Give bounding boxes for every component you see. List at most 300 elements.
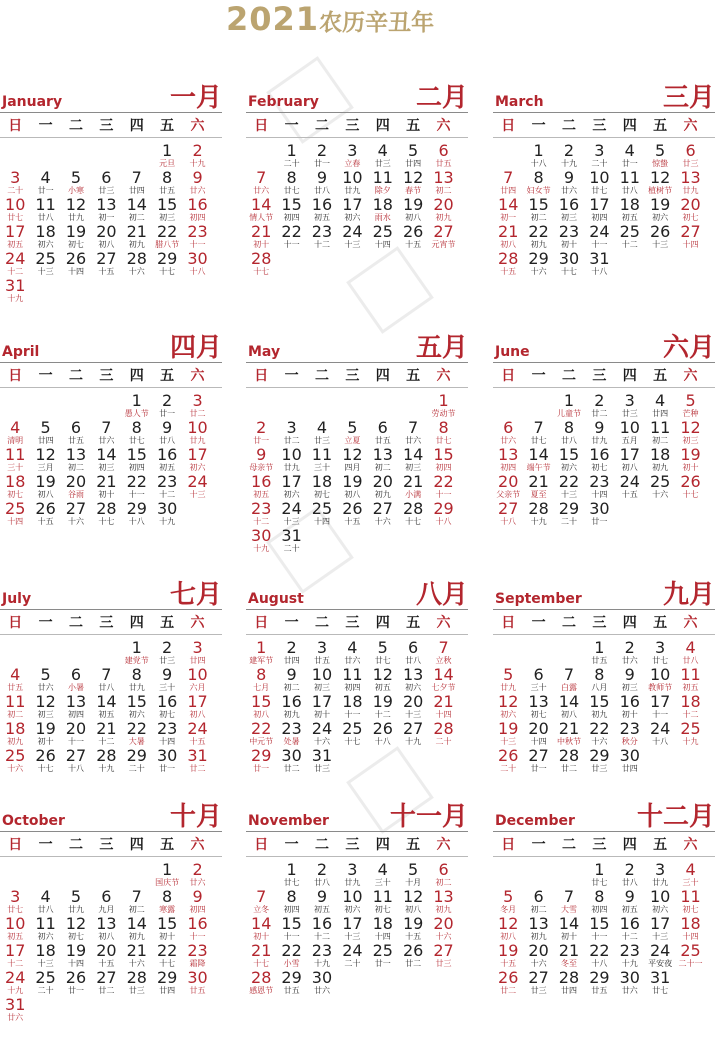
lunar-date: 廿七 (7, 213, 24, 222)
day-cell (675, 666, 705, 693)
day-number: 26 (402, 941, 424, 960)
month-name-en: March (495, 94, 544, 110)
day-number: 11 (619, 168, 640, 187)
lunar-date: 初十 (253, 932, 270, 941)
day-number: 27 (65, 499, 87, 518)
day-number: 8 (131, 665, 142, 684)
day-number: 2 (624, 860, 635, 879)
day-number: 5 (70, 168, 82, 187)
day-cell (398, 942, 428, 969)
month-name-cn: 九月 (662, 580, 715, 610)
day-cell (61, 666, 91, 693)
day-cell (523, 419, 553, 446)
lunar-date: 初九 (374, 490, 391, 499)
lunar-date: 廿二 (283, 436, 300, 445)
day-cell (584, 666, 614, 693)
day-cell (615, 639, 645, 666)
lunar-date: 初八 (500, 240, 517, 249)
empty-cell (493, 861, 523, 888)
day-cell (122, 666, 152, 693)
weekday-label: 四 (129, 368, 144, 384)
day-number: 19 (35, 472, 56, 491)
day-cell (398, 500, 428, 527)
day-cell (182, 915, 212, 942)
lunar-date: 初三 (159, 213, 176, 222)
day-grid (246, 639, 459, 774)
day-number: 29 (558, 499, 580, 518)
day-cell (428, 392, 458, 419)
day-cell (645, 142, 675, 169)
month-header (493, 797, 715, 831)
day-cell (122, 250, 152, 277)
lunar-date: 十九 (313, 959, 330, 968)
lunar-date: 廿五 (313, 656, 330, 665)
day-number: 1 (256, 638, 267, 657)
lunar-date: 初四 (283, 905, 300, 914)
divider (0, 137, 222, 138)
day-cell (584, 915, 614, 942)
day-number: 15 (126, 692, 147, 711)
lunar-date: 初五 (313, 213, 330, 222)
lunar-date: 初六 (405, 683, 422, 692)
day-cell (523, 169, 553, 196)
weekday-label: 一 (38, 837, 53, 853)
day-cell (122, 392, 152, 419)
day-grid (0, 861, 213, 1023)
day-cell (61, 969, 91, 996)
day-cell (307, 196, 337, 223)
weekday-label: 一 (531, 368, 546, 384)
weekday-label: 五 (160, 118, 175, 134)
day-number: 1 (286, 860, 297, 879)
day-cell (584, 392, 614, 419)
day-cell (493, 223, 523, 250)
day-cell (246, 888, 276, 915)
day-number: 3 (192, 391, 203, 410)
day-number: 17 (342, 195, 363, 214)
lunar-date: 廿二 (189, 409, 206, 418)
day-number: 1 (533, 141, 544, 160)
weekday-label: 二 (68, 368, 83, 384)
day-cell (152, 500, 182, 527)
lunar-date: 廿七 (7, 905, 24, 914)
lunar-date: 廿二 (591, 409, 608, 418)
day-cell (246, 693, 276, 720)
day-number: 23 (187, 941, 208, 960)
day-number: 6 (685, 141, 696, 160)
day-number: 12 (402, 887, 424, 906)
day-number: 17 (187, 692, 208, 711)
lunar-date: 十五 (98, 959, 115, 968)
day-number: 10 (311, 665, 333, 684)
day-cell (493, 419, 523, 446)
day-cell (122, 693, 152, 720)
lunar-date: 立秋 (435, 656, 452, 665)
day-cell (428, 196, 458, 223)
day-cell (493, 473, 523, 500)
day-number: 17 (649, 692, 671, 711)
day-number: 26 (342, 499, 363, 518)
day-cell (675, 915, 705, 942)
day-cell (152, 693, 182, 720)
day-number: 21 (126, 941, 147, 960)
day-number: 4 (377, 141, 388, 160)
day-number: 8 (131, 418, 142, 437)
empty-cell (61, 392, 91, 419)
day-number: 19 (402, 914, 424, 933)
day-number: 19 (402, 195, 424, 214)
day-number: 20 (65, 719, 87, 738)
day-cell (584, 419, 614, 446)
day-number: 7 (101, 665, 112, 684)
lunar-date: 十五 (189, 737, 206, 746)
day-number: 26 (498, 746, 519, 765)
lunar-date: 十五 (621, 490, 638, 499)
weekday-label: 日 (254, 368, 269, 384)
lunar-date: 十二 (159, 490, 176, 499)
lunar-date: 十三 (37, 267, 54, 276)
day-cell (276, 969, 306, 996)
lunar-date: 廿一 (159, 764, 176, 773)
day-cell (645, 969, 675, 996)
day-cell (554, 915, 584, 942)
day-cell (152, 666, 182, 693)
day-number: 11 (680, 887, 701, 906)
day-number: 10 (5, 195, 26, 214)
month-may (246, 328, 468, 568)
lunar-date: 初九 (652, 463, 669, 472)
lunar-date: 十二 (313, 932, 330, 941)
day-number: 26 (498, 968, 519, 987)
lunar-date: 初七 (682, 213, 699, 222)
day-number: 16 (187, 195, 208, 214)
day-number: 9 (162, 418, 173, 437)
lunar-date: 初五 (621, 905, 638, 914)
lunar-date: 二十 (283, 159, 300, 168)
day-cell (182, 169, 212, 196)
day-number: 14 (251, 195, 272, 214)
day-cell (523, 666, 553, 693)
lunar-date: 廿一 (159, 409, 176, 418)
weekday-label: 五 (653, 837, 668, 853)
day-number: 29 (433, 499, 454, 518)
weekday-header (246, 363, 468, 387)
lunar-date: 廿九 (344, 878, 361, 887)
day-cell (122, 196, 152, 223)
day-cell (584, 169, 614, 196)
lunar-date: 廿一 (253, 764, 270, 773)
day-number: 11 (372, 887, 393, 906)
day-number: 30 (589, 499, 610, 518)
day-number: 27 (96, 249, 117, 268)
weekday-label: 六 (683, 837, 698, 853)
lunar-date: 十七 (98, 517, 115, 526)
day-cell (554, 142, 584, 169)
day-cell (276, 473, 306, 500)
day-number: 1 (563, 391, 575, 410)
lunar-date: 冬月 (500, 905, 517, 914)
day-cell (0, 446, 30, 473)
day-cell (337, 196, 367, 223)
day-number: 25 (649, 472, 671, 491)
day-number: 25 (680, 941, 701, 960)
lunar-date: 十八 (500, 517, 517, 526)
lunar-date: 十七 (682, 490, 699, 499)
lunar-date: 廿八 (37, 905, 54, 914)
day-cell (493, 446, 523, 473)
day-grid (493, 142, 706, 277)
day-cell (152, 392, 182, 419)
day-cell (30, 196, 60, 223)
day-number: 3 (10, 887, 21, 906)
day-cell (615, 392, 645, 419)
day-number: 22 (528, 222, 549, 241)
empty-cell (493, 392, 523, 419)
day-cell (554, 888, 584, 915)
day-number: 27 (680, 222, 701, 241)
day-number: 20 (96, 222, 117, 241)
day-number: 2 (316, 860, 328, 879)
lunar-date: 六月 (189, 683, 206, 692)
lunar-date: 十九 (7, 294, 24, 303)
lunar-date: 十一 (652, 710, 669, 719)
day-grid (493, 392, 706, 527)
lunar-date: 十六 (435, 932, 452, 941)
day-number: 25 (372, 222, 393, 241)
lunar-date: 三月 (37, 463, 54, 472)
day-cell (645, 693, 675, 720)
lunar-date: 廿二 (560, 764, 577, 773)
day-number: 19 (649, 195, 671, 214)
weekday-label: 一 (531, 118, 546, 134)
lunar-date: 十一 (591, 240, 608, 249)
weekday-label: 五 (406, 368, 421, 384)
weekday-label: 六 (436, 837, 451, 853)
day-number: 1 (438, 391, 449, 410)
lunar-date: 十一 (128, 490, 145, 499)
lunar-date: 廿四 (405, 159, 422, 168)
lunar-date: 七月 (253, 683, 270, 692)
day-number: 22 (558, 472, 580, 491)
day-number: 24 (187, 472, 208, 491)
month-name-en: February (248, 94, 319, 110)
day-cell (523, 888, 553, 915)
day-number: 7 (408, 418, 419, 437)
lunar-date: 十九 (7, 986, 24, 995)
lunar-date: 初三 (621, 683, 638, 692)
lunar-date: 廿六 (500, 436, 517, 445)
day-number: 12 (65, 195, 87, 214)
day-cell (122, 942, 152, 969)
day-cell (152, 639, 182, 666)
lunar-date: 廿三 (530, 986, 547, 995)
day-cell (246, 473, 276, 500)
lunar-date: 十三 (652, 932, 669, 941)
day-cell (675, 196, 705, 223)
day-cell (675, 446, 705, 473)
month-header (493, 328, 715, 362)
day-number: 17 (5, 222, 26, 241)
day-number: 18 (5, 719, 26, 738)
lunar-date: 初十 (682, 463, 699, 472)
day-cell (182, 196, 212, 223)
day-number: 27 (433, 222, 454, 241)
day-number: 3 (347, 141, 358, 160)
day-cell (276, 720, 306, 747)
day-number: 3 (624, 391, 635, 410)
lunar-date: 廿二 (189, 764, 206, 773)
day-number: 4 (685, 860, 696, 879)
day-cell (645, 888, 675, 915)
lunar-date: 二十 (500, 764, 517, 773)
weekday-header (493, 363, 715, 387)
lunar-date: 廿八 (682, 656, 699, 665)
day-number: 12 (342, 445, 363, 464)
lunar-date: 廿四 (283, 656, 300, 665)
empty-cell (91, 142, 121, 169)
day-cell (523, 500, 553, 527)
day-cell (276, 223, 306, 250)
day-number: 11 (311, 445, 333, 464)
day-cell (0, 169, 30, 196)
day-cell (246, 915, 276, 942)
weekday-label: 五 (653, 118, 668, 134)
lunar-date: 初一 (500, 213, 517, 222)
day-number: 23 (156, 719, 178, 738)
day-cell (675, 223, 705, 250)
day-number: 24 (619, 472, 640, 491)
lunar-date: 廿五 (189, 986, 206, 995)
day-number: 30 (558, 249, 580, 268)
month-name-cn: 十一月 (389, 802, 468, 832)
day-number: 31 (589, 249, 610, 268)
lunar-date: 十六 (7, 764, 24, 773)
day-number: 15 (433, 445, 454, 464)
day-cell (0, 915, 30, 942)
month-october (0, 797, 222, 1037)
day-number: 7 (533, 418, 544, 437)
lunar-date: 初九 (283, 710, 300, 719)
day-cell (398, 473, 428, 500)
lunar-date: 立冬 (253, 905, 270, 914)
lunar-date: 十四 (682, 932, 699, 941)
day-cell (152, 169, 182, 196)
weekday-label: 六 (190, 118, 205, 134)
weekday-label: 一 (284, 368, 299, 384)
lunar-date: 三十 (159, 683, 176, 692)
day-number: 25 (372, 941, 393, 960)
day-cell (615, 196, 645, 223)
day-number: 22 (251, 719, 272, 738)
day-cell (337, 446, 367, 473)
day-number: 12 (65, 914, 87, 933)
day-cell (122, 446, 152, 473)
day-number: 27 (498, 499, 519, 518)
lunar-date: 廿九 (67, 905, 84, 914)
lunar-date: 除夕 (374, 186, 391, 195)
weekday-label: 六 (190, 368, 205, 384)
day-number: 7 (101, 418, 112, 437)
weekday-header (0, 113, 222, 137)
day-cell (91, 693, 121, 720)
empty-cell (0, 142, 30, 169)
day-number: 10 (5, 914, 26, 933)
weekday-label: 二 (561, 837, 576, 853)
lunar-date: 十二 (374, 710, 391, 719)
day-number: 18 (619, 195, 640, 214)
divider (0, 387, 222, 388)
day-number: 13 (96, 195, 117, 214)
day-number: 8 (286, 168, 297, 187)
day-cell (61, 693, 91, 720)
lunar-date: 初十 (159, 932, 176, 941)
day-number: 15 (281, 195, 302, 214)
day-number: 4 (10, 665, 21, 684)
day-cell (307, 720, 337, 747)
lunar-date: 初八 (37, 490, 54, 499)
day-cell (91, 666, 121, 693)
day-number: 16 (156, 692, 178, 711)
lunar-date: 初六 (37, 240, 54, 249)
lunar-date: 廿一 (591, 517, 608, 526)
weekday-label: 二 (314, 368, 329, 384)
day-number: 14 (251, 914, 272, 933)
day-cell (246, 666, 276, 693)
lunar-date: 初七 (682, 905, 699, 914)
day-cell (276, 527, 306, 554)
day-cell (0, 996, 30, 1023)
day-cell (307, 942, 337, 969)
lunar-date: 初八 (500, 932, 517, 941)
weekday-label: 二 (68, 118, 83, 134)
empty-cell (61, 639, 91, 666)
day-number: 1 (131, 638, 142, 657)
month-header (0, 328, 222, 362)
day-number: 29 (589, 746, 610, 765)
day-cell (368, 888, 398, 915)
weekday-label: 六 (683, 118, 698, 134)
day-cell (246, 169, 276, 196)
day-cell (61, 473, 91, 500)
month-name-en: June (495, 344, 530, 360)
lunar-date: 初二 (128, 213, 145, 222)
day-cell (523, 720, 553, 747)
day-number: 1 (286, 141, 297, 160)
day-number: 21 (96, 719, 117, 738)
day-number: 1 (131, 391, 142, 410)
day-number: 8 (256, 665, 267, 684)
day-number: 31 (311, 746, 333, 765)
day-cell (182, 942, 212, 969)
month-march (493, 78, 715, 318)
day-cell (0, 500, 30, 527)
day-cell (675, 473, 705, 500)
empty-cell (337, 392, 367, 419)
day-number: 2 (316, 141, 328, 160)
day-number: 9 (316, 168, 328, 187)
lunar-date: 廿三 (159, 656, 176, 665)
lunar-date: 廿一 (67, 986, 84, 995)
lunar-date: 廿六 (313, 986, 330, 995)
weekday-label: 日 (501, 615, 516, 631)
day-number: 3 (192, 638, 203, 657)
day-number: 20 (65, 472, 87, 491)
lunar-date: 廿八 (621, 186, 638, 195)
weekday-label: 六 (683, 615, 698, 631)
month-name-en: December (495, 813, 575, 829)
day-cell (122, 720, 152, 747)
day-cell (307, 169, 337, 196)
